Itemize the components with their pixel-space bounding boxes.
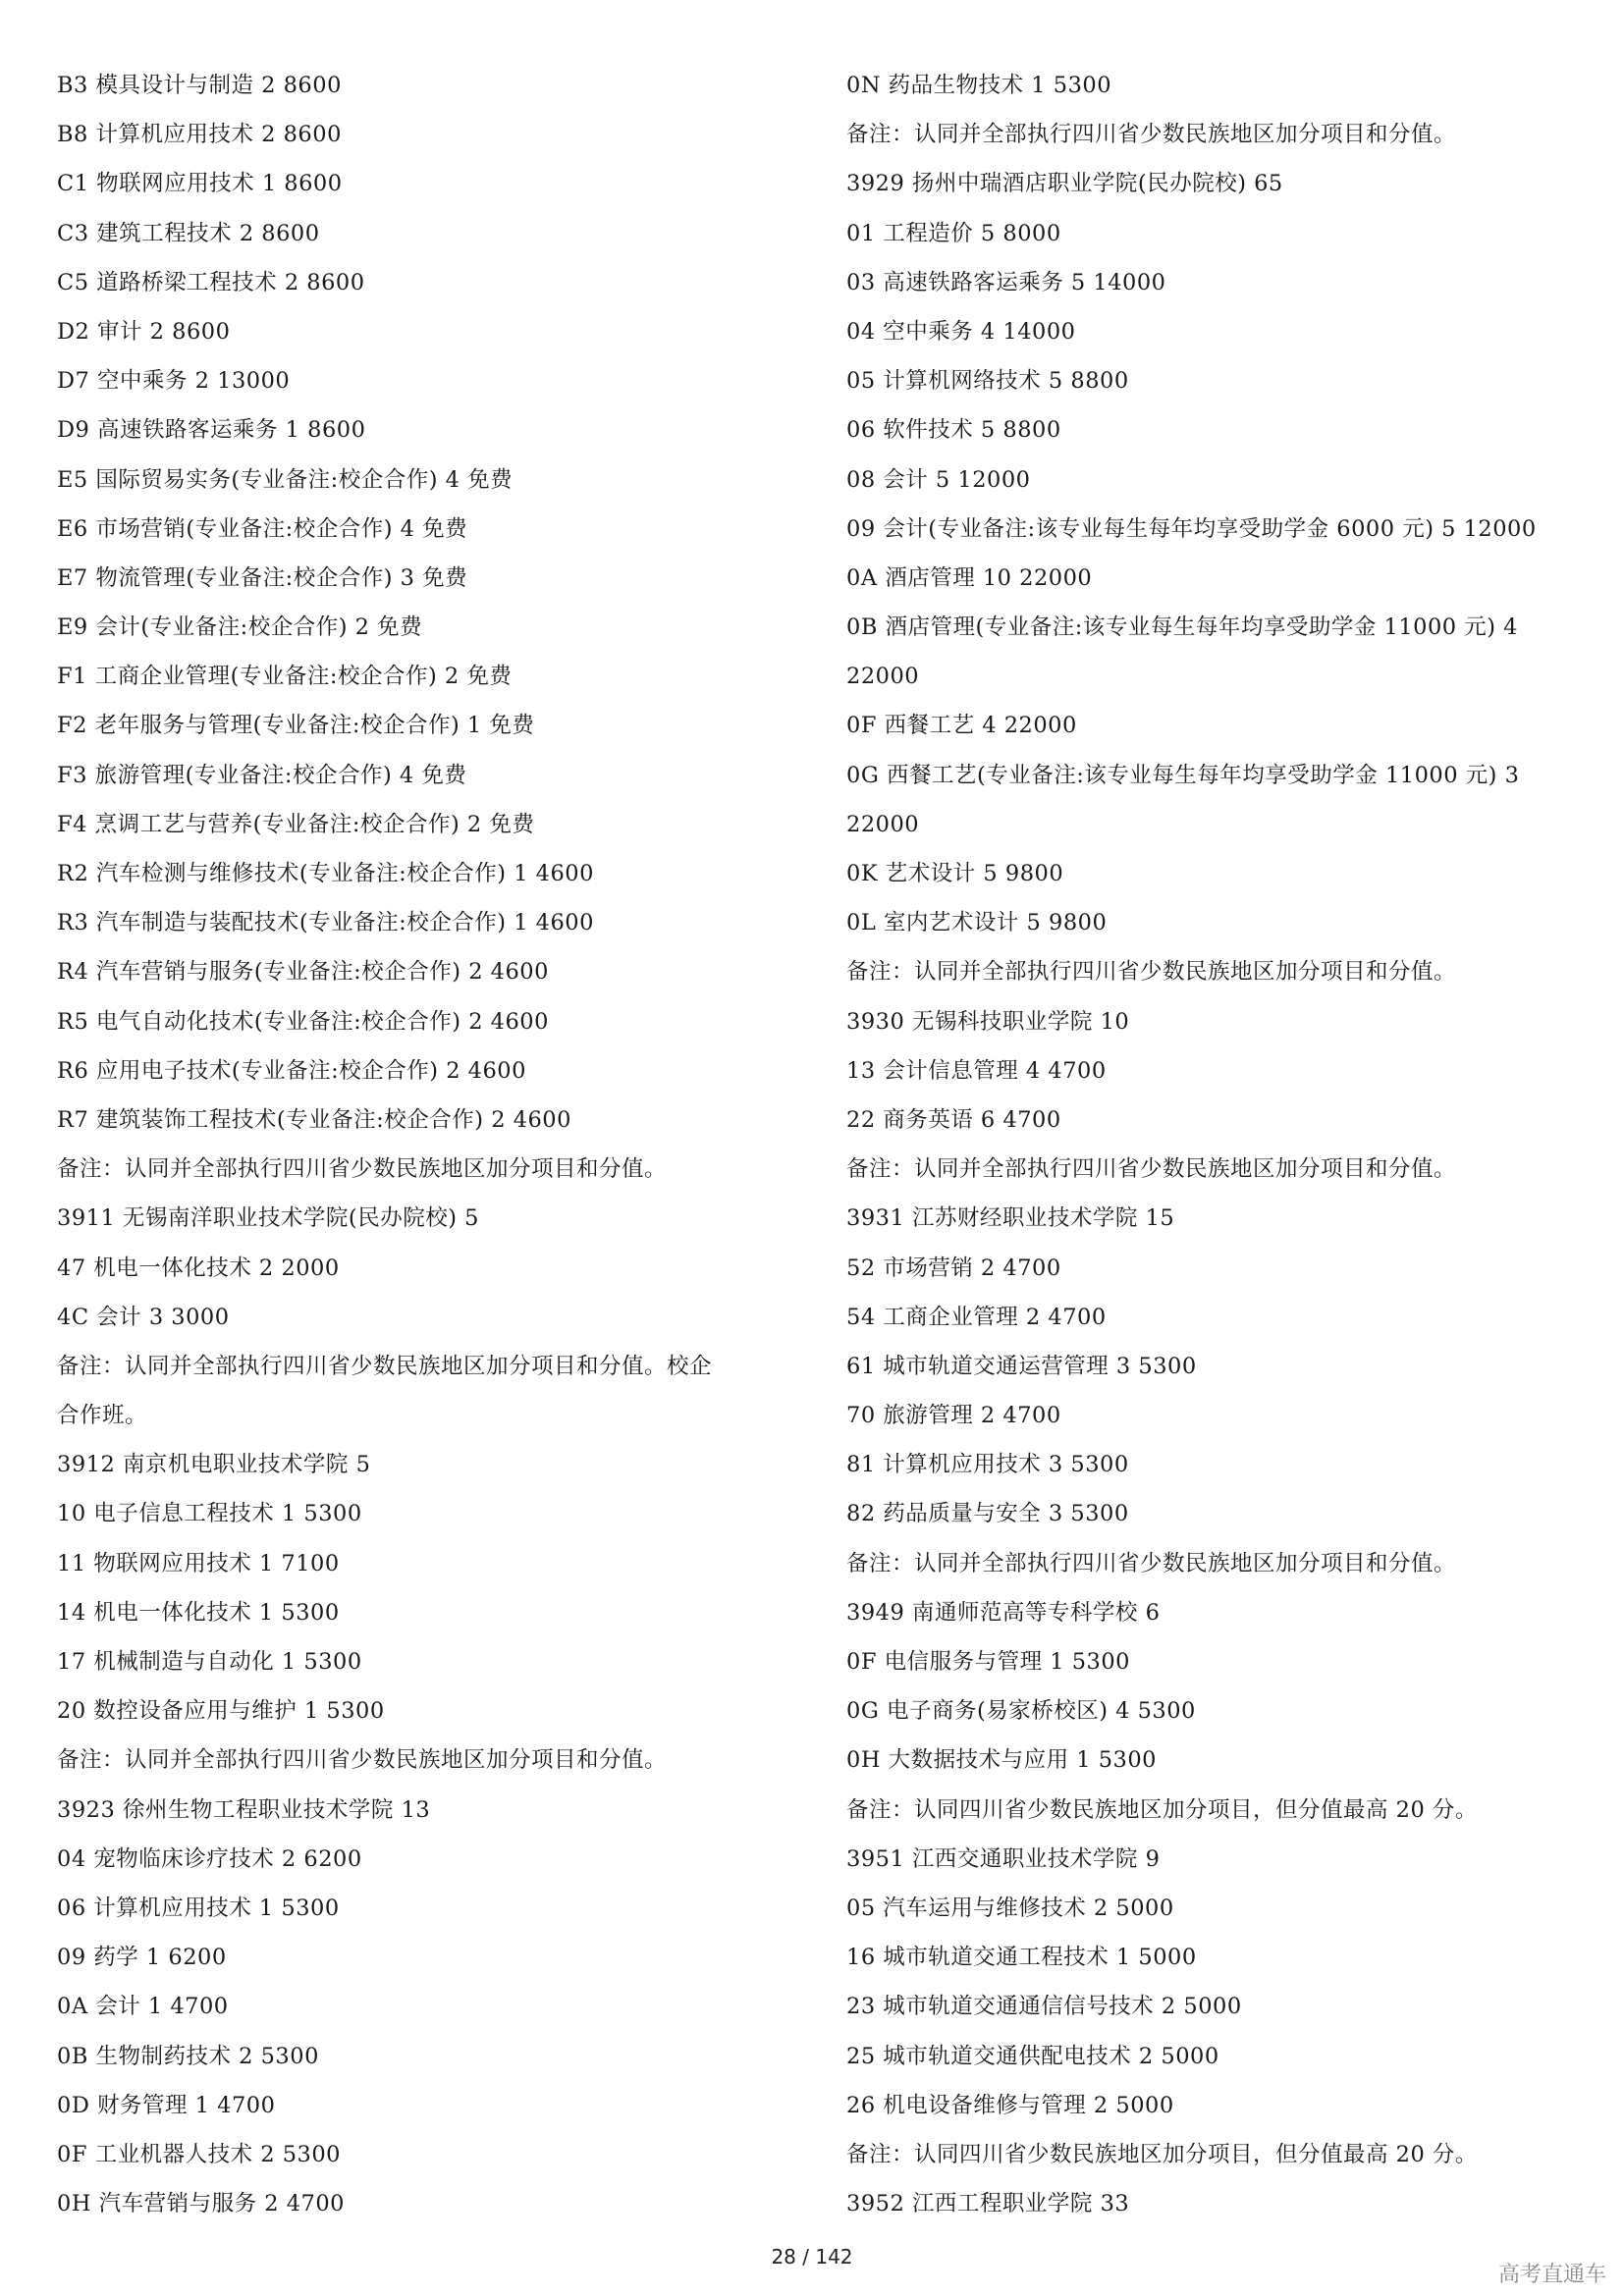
text-line: 22000 [846,811,920,837]
right-column [846,61,1593,2228]
text-line: 22 商务英语 6 4700 [846,1106,1061,1133]
text-line: R3 汽车制造与装配技术(专业备注:校企合作) 1 4600 [57,910,594,936]
text-line: 06 软件技术 5 8800 [846,417,1061,444]
text-line: 47 机电一体化技术 2 2000 [57,1255,340,1281]
text-line: 54 工商企业管理 2 4700 [846,1304,1107,1330]
page-number: 28 / 142 [771,2245,853,2269]
text-line: 备注：认同并全部执行四川省少数民族地区加分项目和分值。 [846,122,1457,148]
text-line: D7 空中乘务 2 13000 [57,368,291,395]
text-line: F2 老年服务与管理(专业备注:校企合作) 1 免费 [57,713,535,739]
text-line: 13 会计信息管理 4 4700 [846,1057,1107,1084]
text-line: 52 市场营销 2 4700 [846,1255,1061,1281]
text-line: 03 高速铁路客运乘务 5 14000 [846,269,1166,295]
text-line: 06 计算机应用技术 1 5300 [57,1895,340,1921]
text-line: C3 建筑工程技术 2 8600 [57,220,320,246]
text-line: 25 城市轨道交通供配电技术 2 5000 [846,2043,1219,2069]
text-line: E7 物流管理(专业备注:校企合作) 3 免费 [57,564,468,591]
text-line: 3923 徐州生物工程职业技术学院 13 [57,1796,431,1823]
text-line: 0H 大数据技术与应用 1 5300 [846,1747,1157,1774]
text-line: R4 汽车营销与服务(专业备注:校企合作) 2 4600 [57,959,549,986]
text-line: R6 应用电子技术(专业备注:校企合作) 2 4600 [57,1057,526,1084]
text-line: 0L 室内艺术设计 5 9800 [846,910,1108,936]
text-line: 14 机电一体化技术 1 5300 [57,1599,340,1626]
text-line: E5 国际贸易实务(专业备注:校企合作) 4 免费 [57,466,514,493]
text-line: 0F 工业机器人技术 2 5300 [57,2141,341,2167]
text-line: B8 计算机应用技术 2 8600 [57,122,342,148]
text-line: E9 会计(专业备注:校企合作) 2 免费 [57,614,423,641]
text-line: E6 市场营销(专业备注:校企合作) 4 免费 [57,515,468,542]
text-line: 3951 江西交通职业技术学院 9 [846,1845,1161,1872]
text-line: F4 烹调工艺与营养(专业备注:校企合作) 2 免费 [57,811,535,837]
text-line: F1 工商企业管理(专业备注:校企合作) 2 免费 [57,664,513,690]
text-line: 0N 药品生物技术 1 5300 [846,73,1112,98]
text-line: 0F 电信服务与管理 1 5300 [846,1649,1130,1675]
text-line: 81 计算机应用技术 3 5300 [846,1452,1129,1478]
text-line: 备注：认同四川省少数民族地区加分项目，但分值最高 20 分。 [846,2141,1478,2167]
text-line: 05 计算机网络技术 5 8800 [846,368,1129,395]
text-line: 备注：认同并全部执行四川省少数民族地区加分项目和分值。 [57,1747,668,1774]
text-line: 01 工程造价 5 8000 [846,220,1061,246]
text-line: 82 药品质量与安全 3 5300 [846,1501,1129,1527]
text-line: 11 物联网应用技术 1 7100 [57,1550,340,1576]
text-line: 16 城市轨道交通工程技术 1 5000 [846,1945,1197,1971]
text-line: 备注：认同并全部执行四川省少数民族地区加分项目和分值。 [846,1156,1457,1183]
text-line: 26 机电设备维修与管理 2 5000 [846,2092,1174,2118]
text-line: 04 空中乘务 4 14000 [846,318,1076,345]
text-line: B3 模具设计与制造 2 8600 [57,73,342,98]
text-line: 3931 江苏财经职业技术学院 15 [846,1205,1175,1232]
text-line: 3930 无锡科技职业学院 10 [846,1008,1130,1035]
text-line: 0F 西餐工艺 4 22000 [846,713,1077,739]
text-line: 0A 酒店管理 10 22000 [846,564,1093,591]
text-line: 08 会计 5 12000 [846,466,1031,493]
text-line: 备注：认同并全部执行四川省少数民族地区加分项目和分值。校企 [57,1353,713,1379]
text-line: 20 数控设备应用与维护 1 5300 [57,1698,385,1725]
text-line: 23 城市轨道交通通信信号技术 2 5000 [846,1994,1242,2020]
text-line: 3911 无锡南洋职业技术学院(民办院校) 5 [57,1205,479,1232]
text-line: D9 高速铁路客运乘务 1 8600 [57,417,366,444]
text-line: 3929 扬州中瑞酒店职业学院(民办院校) 65 [846,171,1283,197]
text-line: 3949 南通师范高等专科学校 6 [846,1599,1161,1626]
text-line: 0B 酒店管理(专业备注:该专业每生每年均享受助学金 11000 元) 4 [846,614,1518,641]
text-line: 17 机械制造与自动化 1 5300 [57,1649,362,1675]
text-line: 0A 会计 1 4700 [57,1994,229,2020]
text-line: 22000 [846,664,920,690]
text-line: 4C 会计 3 3000 [57,1304,230,1330]
text-line: 0K 艺术设计 5 9800 [846,861,1064,886]
text-line: C5 道路桥梁工程技术 2 8600 [57,269,365,295]
text-line: 备注：认同并全部执行四川省少数民族地区加分项目和分值。 [846,1550,1457,1576]
text-line: R2 汽车检测与维修技术(专业备注:校企合作) 1 4600 [57,861,594,886]
watermark-text: 高考直通车 [1497,2263,1606,2287]
text-line: D2 审计 2 8600 [57,318,231,345]
text-line: 0B 生物制药技术 2 5300 [57,2043,319,2069]
text-line: F3 旅游管理(专业备注:校企合作) 4 免费 [57,762,467,788]
text-line: 10 电子信息工程技术 1 5300 [57,1501,362,1527]
text-line: 0H 汽车营销与服务 2 4700 [57,2191,345,2217]
text-line: C1 物联网应用技术 1 8600 [57,171,343,197]
text-line: 0G 电子商务(易家桥校区) 4 5300 [846,1698,1196,1725]
text-line: 备注：认同并全部执行四川省少数民族地区加分项目和分值。 [846,959,1457,986]
text-line: 备注：认同并全部执行四川省少数民族地区加分项目和分值。 [57,1156,668,1183]
text-line: 70 旅游管理 2 4700 [846,1403,1061,1429]
text-line: R7 建筑装饰工程技术(专业备注:校企合作) 2 4600 [57,1106,571,1133]
left-column [57,61,803,2228]
text-line: 05 汽车运用与维修技术 2 5000 [846,1895,1174,1921]
text-line: 3952 江西工程职业学院 33 [846,2191,1130,2217]
text-line: 0D 财务管理 1 4700 [57,2092,276,2118]
text-line: R5 电气自动化技术(专业备注:校企合作) 2 4600 [57,1008,549,1035]
text-line: 0G 西餐工艺(专业备注:该专业每生每年均享受助学金 11000 元) 3 [846,762,1520,788]
text-line: 04 宠物临床诊疗技术 2 6200 [57,1845,362,1872]
text-line: 09 药学 1 6200 [57,1945,227,1971]
text-line: 61 城市轨道交通运营管理 3 5300 [846,1353,1197,1379]
text-line: 备注：认同四川省少数民族地区加分项目，但分值最高 20 分。 [846,1796,1478,1823]
text-line: 3912 南京机电职业技术学院 5 [57,1452,371,1478]
text-line: 09 会计(专业备注:该专业每生每年均享受助学金 6000 元) 5 12000 [846,515,1537,542]
text-line: 合作班。 [57,1403,148,1429]
